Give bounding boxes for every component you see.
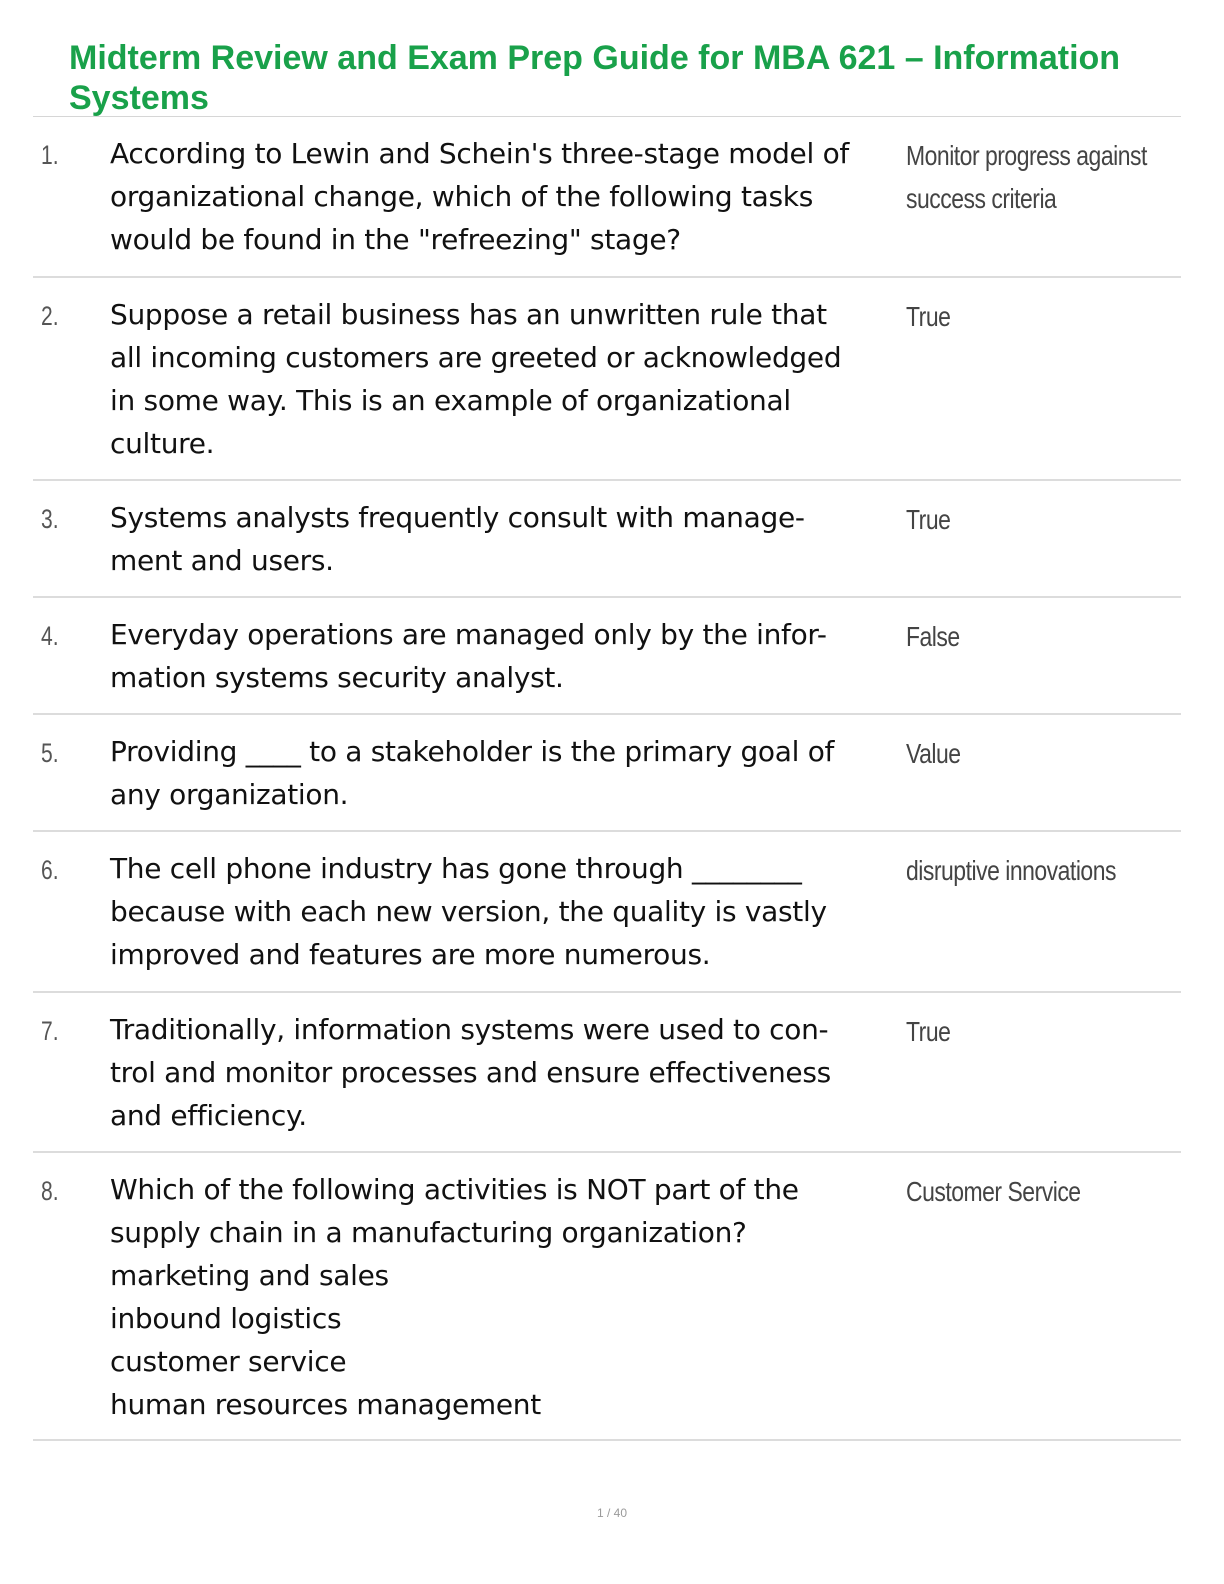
- question-text-line: in some way. This is an example of organizational: [110, 384, 791, 417]
- answer-text: [906, 1010, 1177, 1053]
- question-text-line: would be found in the "refreezing" stage?: [110, 223, 681, 256]
- question-row: [33, 993, 1181, 1153]
- question-row: [33, 1153, 1181, 1441]
- answer-text-line: True: [906, 301, 951, 332]
- answer-text-line: Customer Service: [906, 1176, 1081, 1207]
- question-text-line: and efficiency.: [110, 1099, 307, 1132]
- question-row: [33, 278, 1181, 481]
- question-number: 3.: [41, 504, 59, 534]
- answer-text: [906, 498, 1177, 541]
- question-text: [110, 730, 900, 816]
- question-number: 1.: [41, 140, 59, 170]
- question-text-line: trol and monitor processes and ensure effectiveness: [110, 1056, 831, 1089]
- question-number: 2.: [41, 301, 59, 331]
- question-text-line: because with each new version, the quality is vastly: [110, 895, 827, 928]
- question-row: [33, 832, 1181, 993]
- question-text-line: any organization.: [110, 778, 349, 811]
- question-text-line: The cell phone industry has gone through ________: [110, 852, 802, 885]
- answer-text-line: Monitor progress against: [906, 140, 1147, 171]
- question-row: [33, 715, 1181, 832]
- answer-text-line: success criteria: [906, 183, 1057, 214]
- answer-text: [906, 1170, 1177, 1213]
- question-text-line: Which of the following activities is NOT part of the: [110, 1173, 799, 1206]
- question-text-line: Suppose a retail business has an unwritten rule that: [110, 298, 827, 331]
- question-text-line: supply chain in a manufacturing organization?: [110, 1216, 747, 1249]
- question-text-line: all incoming customers are greeted or acknowledged: [110, 341, 842, 374]
- answer-text: [906, 849, 1177, 892]
- answer-text-line: True: [906, 1016, 951, 1047]
- question-text-line: mation systems security analyst.: [110, 661, 564, 694]
- question-text: [110, 1168, 900, 1426]
- answer-text-line: disruptive innovations: [906, 855, 1116, 886]
- page-title: Midterm Review and Exam Prep Guide for MBA 621 – Information Systems: [69, 39, 1121, 117]
- answer-text: [906, 295, 1177, 338]
- page-indicator: 1 / 40: [596, 1506, 628, 1520]
- answer-text: [906, 134, 1177, 220]
- question-text-line: Everyday operations are managed only by the infor-: [110, 618, 827, 651]
- question-text: [110, 293, 900, 465]
- question-number: 5.: [41, 738, 59, 768]
- question-text-line: Systems analysts frequently consult with manage-: [110, 501, 805, 534]
- question-text-line: Traditionally, information systems were used to con-: [110, 1013, 829, 1046]
- question-number: 6.: [41, 855, 59, 885]
- answer-text-line: True: [906, 504, 951, 535]
- question-text-line: ment and users.: [110, 544, 334, 577]
- question-number: 8.: [41, 1176, 59, 1206]
- question-number: 4.: [41, 621, 59, 651]
- question-text: [110, 496, 900, 582]
- answer-text-line: Value: [906, 738, 961, 769]
- question-text-line: According to Lewin and Schein's three-stage model of: [110, 137, 849, 170]
- question-row: [33, 481, 1181, 598]
- question-text-line: marketing and sales: [110, 1259, 389, 1292]
- question-text: [110, 132, 900, 261]
- question-number: 7.: [41, 1016, 59, 1046]
- question-text-line: culture.: [110, 427, 215, 460]
- question-text-line: Providing ____ to a stakeholder is the primary goal of: [110, 735, 835, 768]
- question-text-line: organizational change, which of the following tasks: [110, 180, 813, 213]
- answer-text: [906, 615, 1177, 658]
- answer-text: [906, 732, 1177, 775]
- question-text-line: improved and features are more numerous.: [110, 938, 711, 971]
- question-row: [33, 598, 1181, 715]
- answer-text-line: False: [906, 621, 960, 652]
- question-row: [33, 117, 1181, 278]
- question-text: [110, 613, 900, 699]
- question-text-line: human resources management: [110, 1388, 541, 1421]
- question-text-line: inbound logistics: [110, 1302, 342, 1335]
- question-text: [110, 1008, 900, 1137]
- question-text: [110, 847, 900, 976]
- question-text-line: customer service: [110, 1345, 347, 1378]
- question-list: [33, 117, 1181, 1441]
